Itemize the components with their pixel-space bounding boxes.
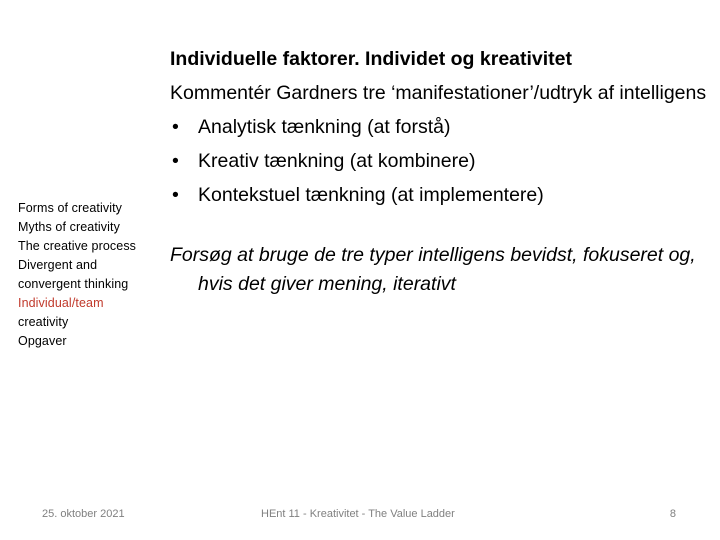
sidebar-item-individual-team-line2[interactable]: creativity: [18, 315, 69, 329]
sidebar-item-forms-of-creativity[interactable]: Forms of creativity: [18, 201, 122, 215]
slide-title: Individuelle faktorer. Individet og kreativitet: [170, 48, 573, 70]
slide-intro: Kommentér Gardners tre ‘manifestationer’/udtryk af intelligens: [170, 82, 707, 104]
footer-date: 25. oktober 2021: [42, 508, 125, 520]
bullet-text: Analytisk tænkning (at forstå): [198, 116, 451, 138]
page-number: 8: [669, 508, 676, 520]
sidebar-item-myths-of-creativity[interactable]: Myths of creativity: [18, 220, 120, 234]
sidebar-item-individual-team-line1[interactable]: Individual/team: [18, 296, 104, 310]
bullet-icon: •: [172, 184, 179, 206]
bullet-text: Kontekstuel tænkning (at implementere): [198, 184, 544, 206]
italic-note: Forsøg at bruge de tre typer intelligens bevidst, fokuseret og, hvis det giver mening, iterativt: [170, 244, 696, 295]
bullet-item: [170, 147, 710, 176]
bullet-item: [170, 113, 710, 142]
sidebar-item-creative-process[interactable]: The creative process: [18, 239, 137, 253]
bullet-text: Kreativ tænkning (at kombinere): [198, 150, 476, 172]
bullet-icon: •: [172, 150, 179, 172]
sidebar-item-opgaver[interactable]: Opgaver: [18, 334, 67, 348]
sidebar-item-divergent-line2[interactable]: convergent thinking: [18, 277, 129, 291]
bullet-item: [170, 181, 710, 210]
bullet-icon: •: [172, 116, 179, 138]
slide-content: [170, 45, 710, 299]
sidebar-item-divergent-line1[interactable]: Divergent and: [18, 258, 98, 272]
footer-title: HEnt 11 - Kreativitet - The Value Ladder: [261, 508, 455, 520]
sidebar-nav: [18, 199, 158, 351]
bullet-list: [170, 113, 710, 210]
